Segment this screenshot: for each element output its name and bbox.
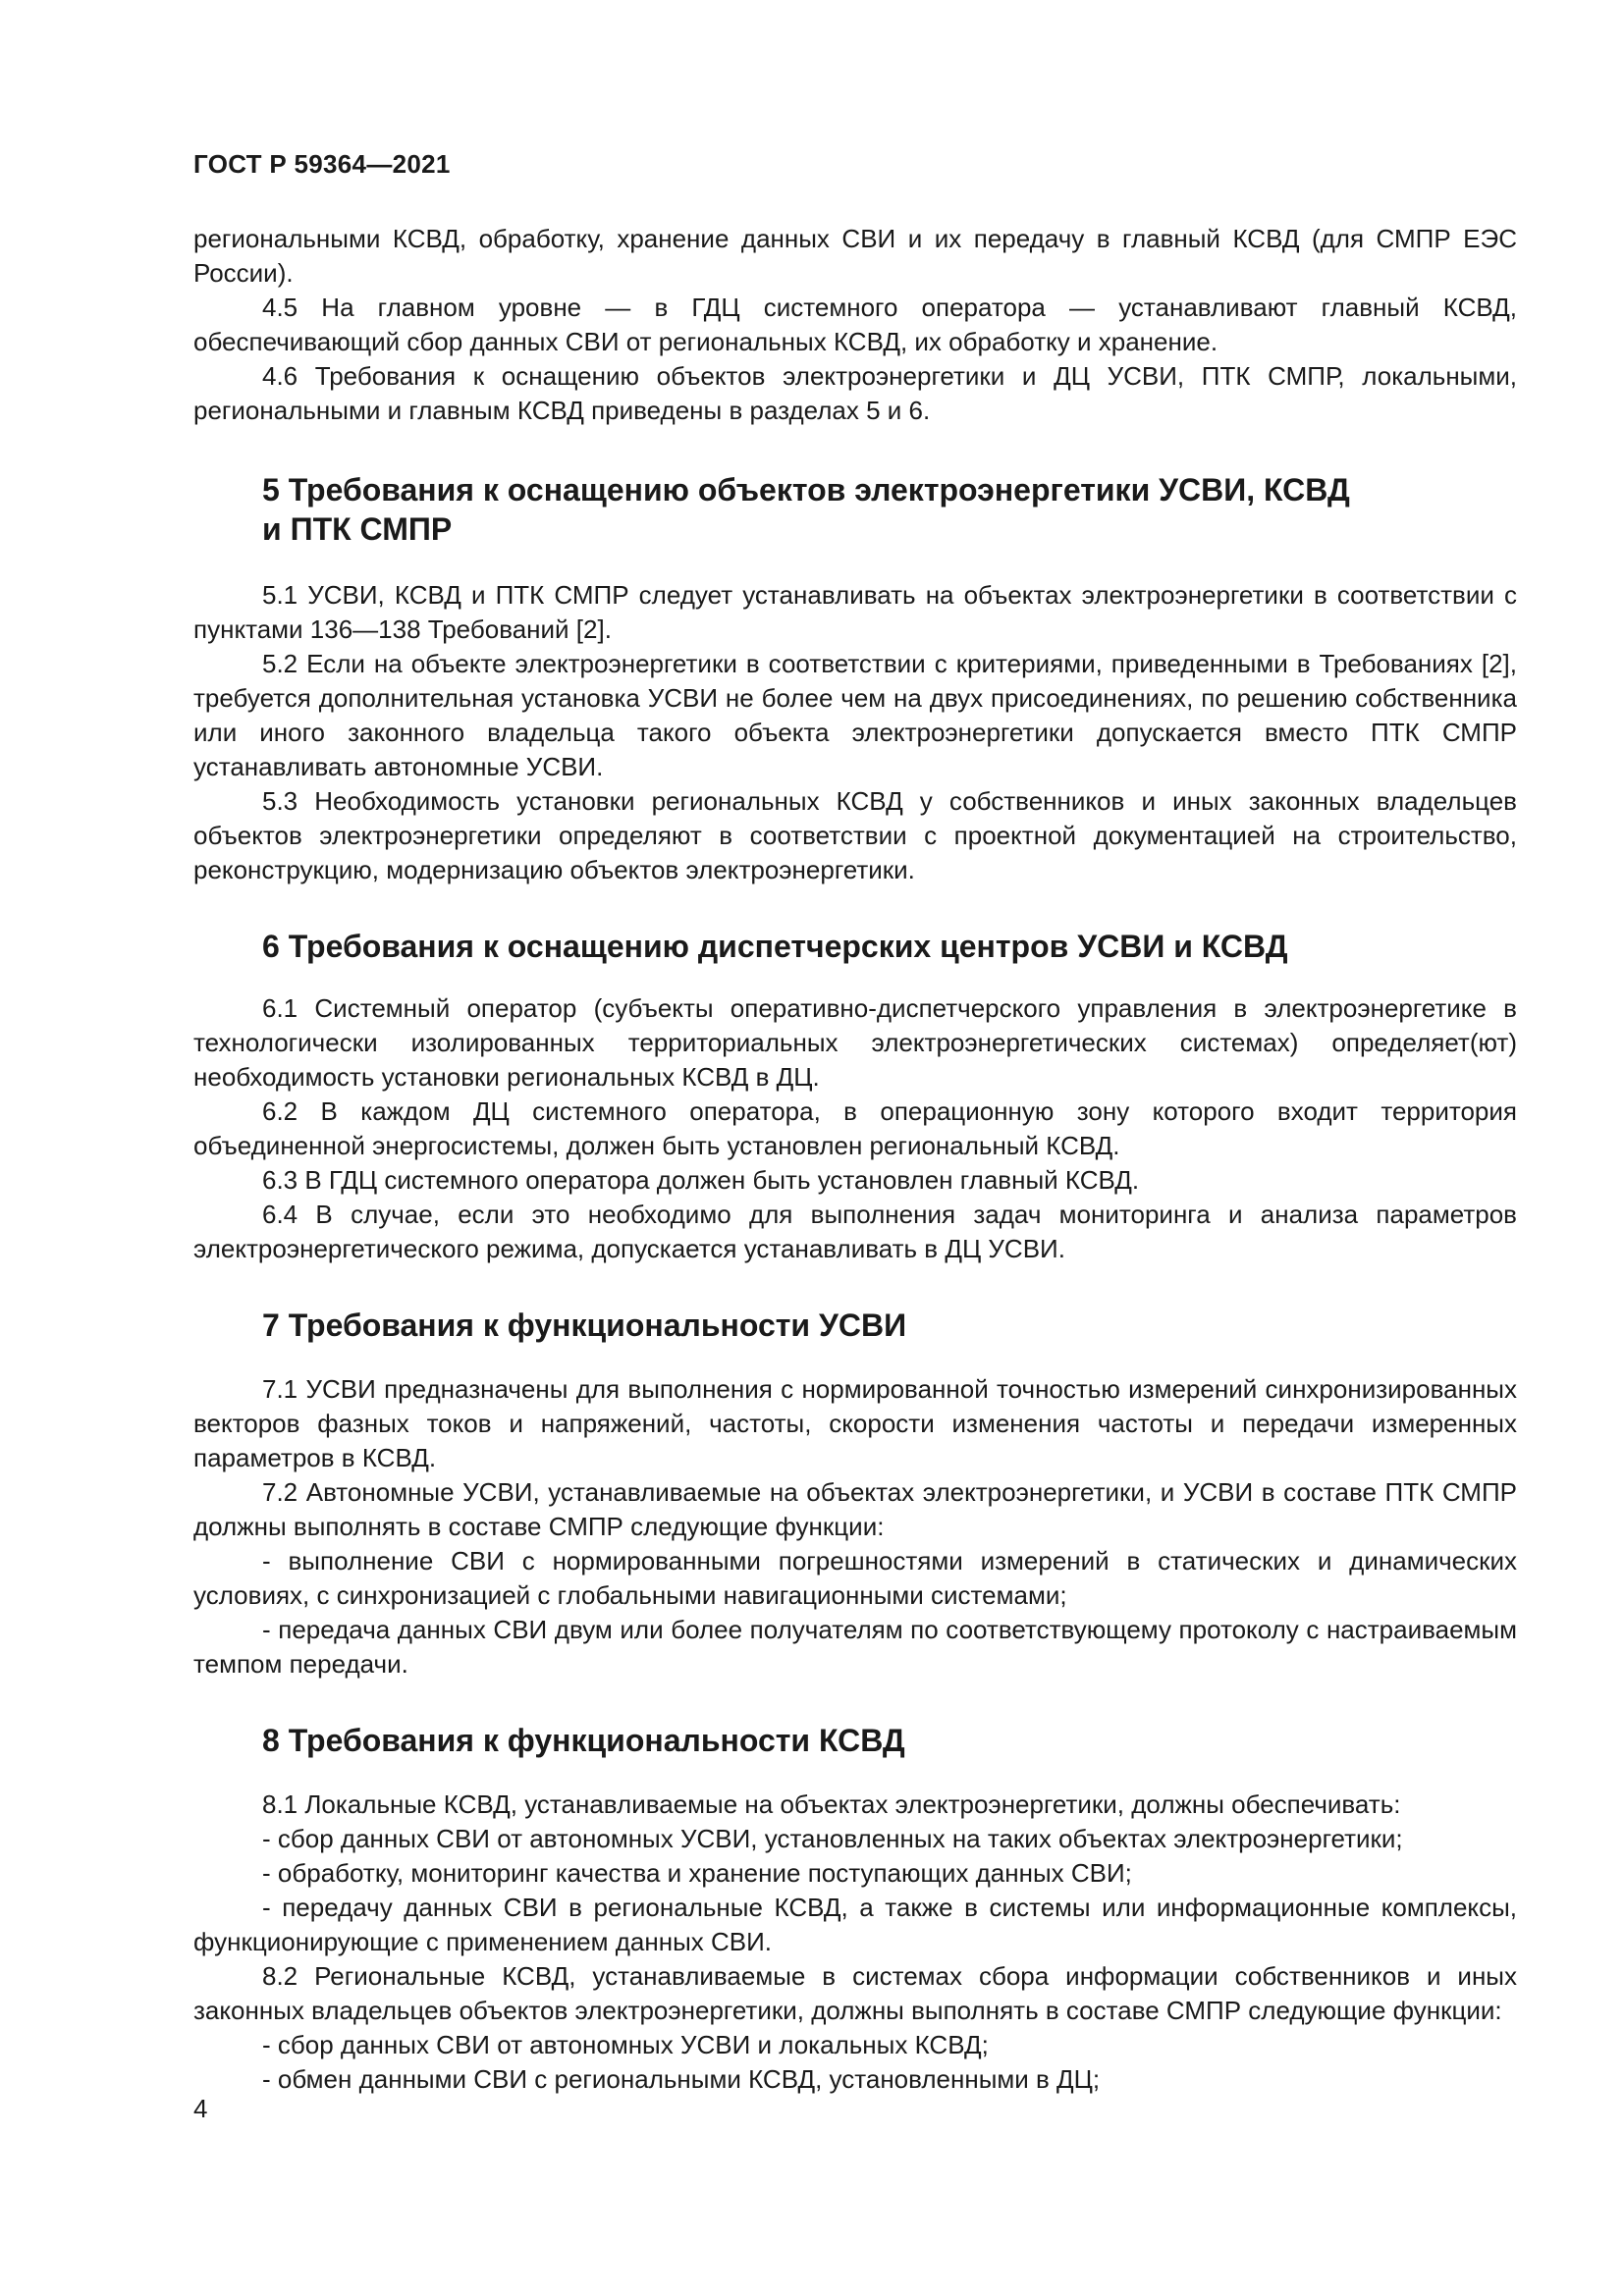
- document-body: [193, 222, 1517, 2097]
- page-number: 4: [193, 2094, 208, 2123]
- paragraph-8-1: 8.1 Локальные КСВД, устанавливаемые на объектах электроэнергетики, должны обеспечивать:: [262, 1789, 1401, 1819]
- paragraph-6-4: 6.4 В случае, если это необходимо для выполнения задач мониторинга и анализа параметров электроэнергетического режима, допускается устанавливать в ДЦ УСВИ.: [193, 1200, 1517, 1263]
- list-item-8-2-1: - сбор данных СВИ от автономных УСВИ и локальных КСВД;: [262, 2030, 989, 2059]
- paragraph-7-1: 7.1 УСВИ предназначены для выполнения с нормированной точностью измерений синхронизированных векторов фазных токов и напряжений, частоты, скорости изменения частоты и передачи измеренных параметров в КСВД.: [193, 1374, 1517, 1472]
- paragraph-8-2: 8.2 Региональные КСВД, устанавливаемые в системах сбора информации собственников и иных законных владельцев объектов электроэнергетики, должны выполнять в составе СМПР следующие функции:: [193, 1961, 1517, 2025]
- section-5-heading: [193, 470, 1517, 549]
- paragraph-5-3: 5.3 Необходимость установки региональных КСВД у собственников и иных законных владельцев объектов электроэнергетики определяют в соответствии с проектной документацией на строительство, реконструкцию, модернизацию объектов электроэнергетики.: [193, 786, 1517, 884]
- paragraph-6-2: 6.2 В каждом ДЦ системного оператора, в операционную зону которого входит территория объединенной энергосистемы, должен быть установлен региональный КСВД.: [193, 1096, 1517, 1160]
- list-item-8-2-2: - обмен данными СВИ с региональными КСВД, установленными в ДЦ;: [262, 2064, 1101, 2094]
- list-item-8-1-2: - обработку, мониторинг качества и хранение поступающих данных СВИ;: [262, 1858, 1132, 1888]
- paragraph-6-3: 6.3 В ГДЦ системного оператора должен быть установлен главный КСВД.: [262, 1165, 1140, 1195]
- section-8-heading: 8 Требования к функциональности КСВД: [262, 1723, 905, 1758]
- paragraph-5-2: 5.2 Если на объекте электроэнергетики в соответствии с критериями, приведенными в Требованиях [2], требуется дополнительная установка УСВИ не более чем на двух присоединениях, по решению собственника или иного законного владельца такого объекта электроэнергетики допускается вместо ПТК СМПР устанавливать автономные УСВИ.: [193, 649, 1517, 781]
- paragraph-4-5: 4.5 На главном уровне — в ГДЦ системного оператора — устанавливают главный КСВД, обеспечивающий сбор данных СВИ от региональных КСВД, их обработку и хранение.: [193, 293, 1517, 356]
- section-6-heading: 6 Требования к оснащению диспетчерских центров УСВИ и КСВД: [262, 929, 1288, 964]
- paragraph-4-6: 4.6 Требования к оснащению объектов электроэнергетики и ДЦ УСВИ, ПТК СМПР, локальными, региональными и главным КСВД приведены в разделах 5 и 6.: [193, 361, 1517, 425]
- list-item-8-1-3: - передачу данных СВИ в региональные КСВД, а также в системы или информационные комплексы, функционирующие с применением данных СВИ.: [193, 1893, 1517, 1956]
- paragraph-6-1: 6.1 Системный оператор (субъекты оперативно-диспетчерского управления в электроэнергетике в технологически изолированных территориальных электроэнергетических системах) определяет(ют) необходимость установки региональных КСВД в ДЦ.: [193, 993, 1517, 1092]
- list-item-7-2-1: - выполнение СВИ с нормированными погрешностями измерений в статических и динамических условиях, с синхронизацией с глобальными навигационными системами;: [193, 1546, 1517, 1610]
- section-5-heading-line2: и ПТК СМПР: [262, 511, 453, 547]
- paragraph-5-1: 5.1 УСВИ, КСВД и ПТК СМПР следует устанавливать на объектах электроэнергетики в соответствии с пунктами 136—138 Требований [2].: [193, 580, 1517, 644]
- section-7-heading: 7 Требования к функциональности УСВИ: [262, 1308, 907, 1343]
- paragraph-7-2: 7.2 Автономные УСВИ, устанавливаемые на объектах электроэнергетики, и УСВИ в составе ПТК СМПР должны выполнять в составе СМПР следующие функции:: [193, 1477, 1517, 1541]
- section-5-heading-line1: 5 Требования к оснащению объектов электроэнергетики УСВИ, КСВД: [262, 472, 1350, 507]
- list-item-7-2-2: - передача данных СВИ двум или более получателям по соответствующему протоколу с настраиваемым темпом передачи.: [193, 1615, 1517, 1679]
- standard-id-header: ГОСТ Р 59364—2021: [193, 149, 451, 179]
- paragraph-continuation: региональными КСВД, обработку, хранение данных СВИ и их передачу в главный КСВД (для СМПР ЕЭС России).: [193, 224, 1517, 288]
- document-page: [193, 0, 1517, 2296]
- list-item-8-1-1: - сбор данных СВИ от автономных УСВИ, установленных на таких объектах электроэнергетики;: [262, 1824, 1403, 1853]
